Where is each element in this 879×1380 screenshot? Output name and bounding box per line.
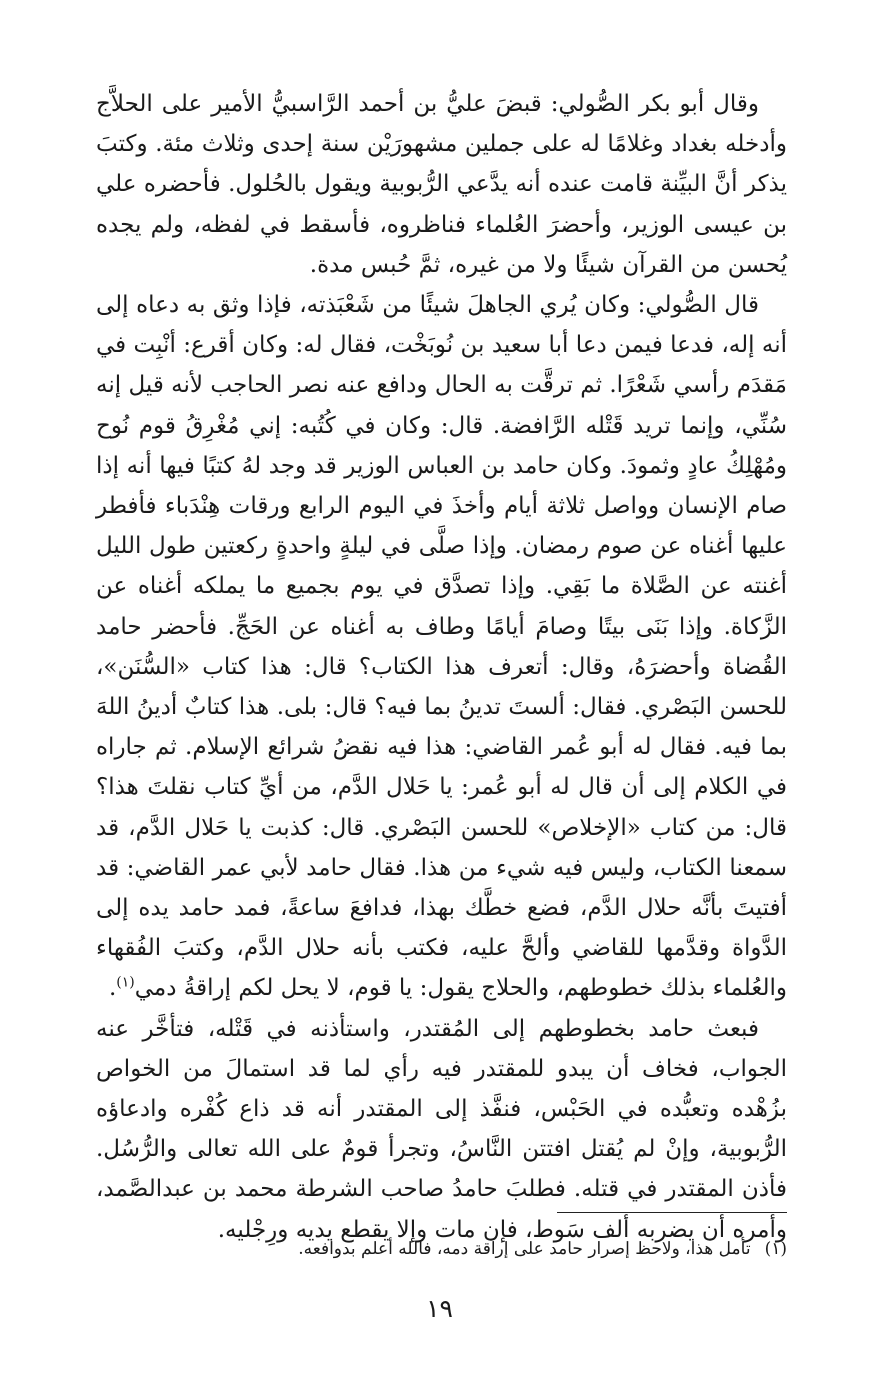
footnote-text: تأمل هذا، ولاحظ إصرار حامد على إراقة دمه، فالله أعلم بدوافعه. bbox=[298, 1239, 751, 1259]
paragraph-2-end: . bbox=[108, 975, 117, 1002]
paragraph-1: وقال أبو بكر الصُّولي: قبضَ عليُّ بن أحمد الرَّاسبيُّ الأمير على الحلاَّج وأدخله بغداد وغلامًا له على جملين مشهورَيْن سنة إحدى وثلاث مئة. وكتبَ يذكر أنَّ البيِّنة قامت عنده أنه يدَّعي الرُّبوبية ويقول بالحُلول. فأحضره علي بن عيسى الوزير، وأحضرَ العُلماء فناظروه، فأسقط في لفظه، ولم يجده يُحسن من القرآن شيئًا ولا من غيره، ثمَّ حُبس مدة. bbox=[96, 91, 787, 278]
footnote-separator bbox=[557, 1212, 787, 1213]
page-number: ١٩ bbox=[426, 1294, 453, 1323]
main-text bbox=[96, 84, 787, 1250]
paragraph-2 bbox=[96, 285, 787, 1009]
paragraph-2-text: قال الصُّولي: وكان يُري الجاهلَ شيئًا من شَعْبَذته، فإذا وثق به دعاه إلى أنه إله، فدعا فيمن دعا أبا سعيد بن نُوبَخْت، فقال له: وكان أقرع: أنْبِت في مَقدَم رأسي شَعْرًا. ثم ترقَّت به الحال ودافع عنه نصر الحاجب لأنه قيل إنه سُنِّي، وإنما تريد قَتْله الرَّافضة. قال: وكان في كُتُبه: إني مُغْرِقُ قوم نُوح ومُهْلِكُ عادٍ وثمودَ. وكان حامد بن العباس الوزير قد وجد لهُ كتبًا فيها أنه إذا صام الإنسان وواصل ثلاثة أيام وأخذَ في اليوم الرابع ورقات هِنْدَباء فأفطر عليها أغناه عن صوم رمضان. وإذا صلَّى في ليلةٍ واحدةٍ ركعتين طول الليل أغنته عن الصَّلاة ما بَقِي. وإذا تصدَّق في يوم بجميع ما يملكه أغناه عن الزَّكاة. وإذا بَنَى بيتًا وصامَ أيامًا وطاف به أغناه عن الحَجِّ. فأحضر حامد القُضاة وأحضرَهُ، وقال: أتعرف هذا الكتاب؟ قال: هذا كتاب «السُّنَن»، للحسن البَصْري. فقال: ألستَ تدينُ بما فيه؟ قال: بلى. هذا كتابٌ أدينُ اللهَ بما فيه. فقال له أبو عُمر القاضي: هذا فيه نقضُ شرائع الإسلام. ثم جاراه في الكلام إلى أن قال له أبو عُمر: يا حَلال الدَّم، من أيِّ كتاب نقلتَ هذا؟ قال: من كتاب «الإخلاص» للحسن البَصْري. قال: كذبت يا حَلال الدَّم، قد سمعنا الكتاب، وليس فيه شيء من هذا. فقال حامد لأبي عمر القاضي: قد أفتيتَ بأنَّه حلال الدَّم، فضع خطَّك بهذا، فدافعَ ساعةً، فمد حامد يده إلى الدَّواة وقدَّمها للقاضي وألحَّ عليه، فكتب بأنه حلال الدَّم، وكتبَ الفُقهاء والعُلماء بذلك خطوطهم، والحلاج يقول: يا قوم، لا يحل لكم إراقةُ دمي bbox=[96, 292, 787, 1002]
footnote bbox=[96, 1234, 787, 1264]
paragraph-3: فبعث حامد بخطوطهم إلى المُقتدر، واستأذنه في قَتْله، فتأخَّر عنه الجواب، فخاف أن يبدو للمقتدر فيه رأي لما قد استمالَ من الخواص بزُهْده وتعبُّده في الحَبْس، فنفَّذ إلى المقتدر أنه قد ذاع كُفْره وادعاؤه الرُّبوبية، وإنْ لم يُقتل افتتن النَّاسُ، وتجرأ قومٌ على الله تعالى والرُّسُل. فأذن المقتدر في قتله. فطلبَ حامدُ صاحب الشرطة محمد بن عبدالصَّمد، وأمره أن يضربه ألف سَوط، فإن مات وإلا يقطع يديه ورِجْليه. bbox=[96, 1015, 787, 1243]
footnote-reference[interactable]: (١) bbox=[116, 974, 135, 991]
footnote-number: (١) bbox=[764, 1239, 787, 1259]
